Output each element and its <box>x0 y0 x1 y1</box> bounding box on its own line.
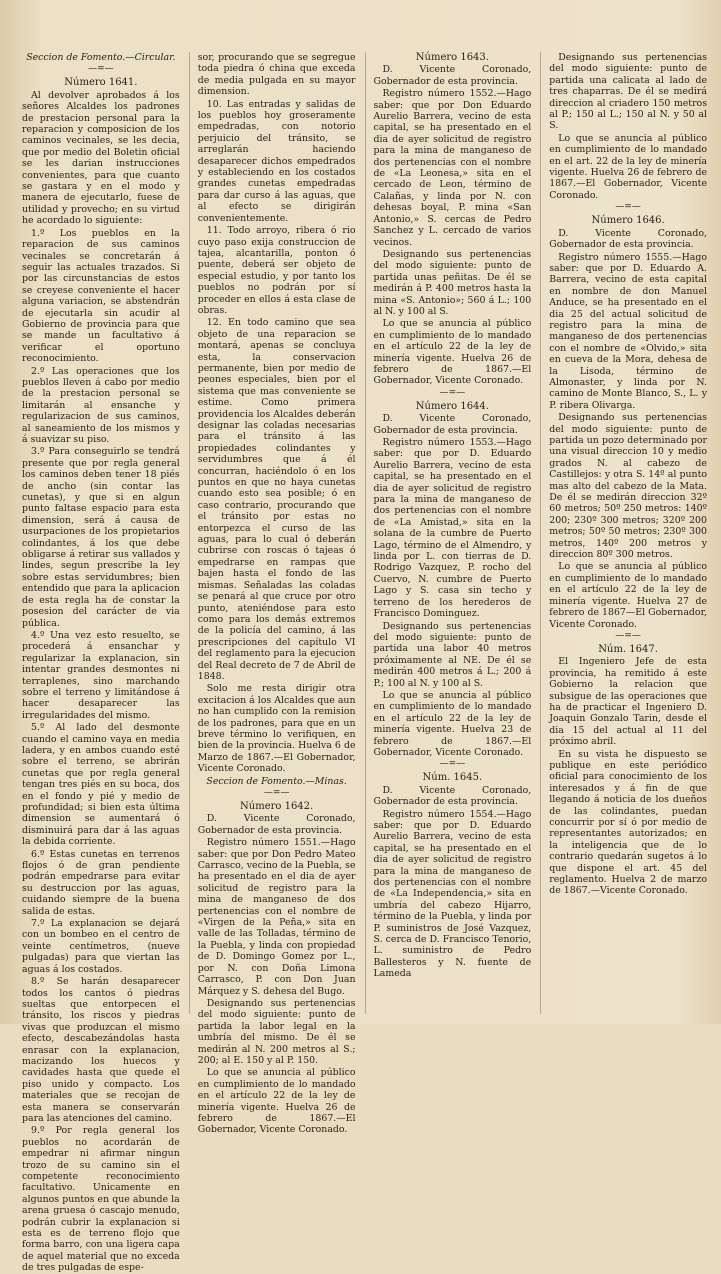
paragraph: Registro número 1554.—Hago saber: que por D. Eduardo Aurelio Barrera, vecino de esta capital, se ha presentado en el dia de ayer solicitud de registro para la mina de manganeso de dos pertenencias con el nombre de «La Independencia,» sita en umbría del cabezo Hijarro, término de la Puebla, y linda por P. suministros de José Vazquez, S. cerca de D. Francisco Tenorio, L. suministro de Pedro Ballesteros y N. fuente de Lameda <box>373 808 532 980</box>
paragraph: 8.º Se harán desaparecer todos los cantos ó piedras sueltas que entorpecen el tránsito, los riscos y piedras vivas que produzcan el mismo efecto, descabezándolas hasta enrasar con la explanacion, macizando los huecos y cavidades hasta que quede el piso unido y compacto. Los materiales que se recojan de esta manera se conservarán para las atenciones del camino. <box>22 976 180 1124</box>
paragraph: Registro número 1552.—Hago saber: que por Don Eduardo Aurelio Barrera, vecino de esta capital, se ha presentado en el dia de ayer solicitud de registro para la mina de manganeso de dos pertenencias con el nombre de «La Leonesa,» sita en el cercado de Leon, término de Calañas, y linda por N. con dehesas boyal, P. mina «San Antonio,» S. cercas de Pedro Sanchez y L. cercado de varios vecinos. <box>373 88 532 248</box>
paragraph: 7.º La explanacion se dejará con un bombeo en el centro de veinte centímetros, (nueve pulgadas) para que viertan las aguas á los costados. <box>22 918 180 975</box>
section-divider: —=— <box>439 387 466 398</box>
column-2 <box>189 52 356 1136</box>
paragraph: 9.º Por regla general los pueblos no acordarán de empedrar ni afirmar ningun trozo de su camino sin el competente reconocimiento facultativo. Unicamente en algunos puntos en que abunde la arena gruesa ó cascajo menudo, podrán cubrir la explanacion si esta es de terreno flojo que forma barro, con una ligera capa de aquel material que no exceda de tres pulgadas de espe- <box>22 1125 180 1274</box>
paragraph: Designando sus pertenencias del modo siguiente: punto de partida un pozo determinado por una visual direccion 10 y medio grados N. al cabezo de Castillejos: y otra S. 14º al punto mas alto del cabezo de la Mata. De él se medirán direccion 32º 60 metros; 50º 250 metros: 140º 200; 230º 300 metros; 320º 200 metros; 50º 50 metros; 230º 300 metros, 140º 200 metros y direccion 80º 300 metros. <box>549 412 707 561</box>
column-4 <box>540 52 707 1014</box>
text-columns <box>22 52 707 1274</box>
section-divider: —=— <box>439 759 466 770</box>
paragraph: 10. Las entradas y salidas de los pueblos hoy groseramente empedradas, con notorio perjuicio del tránsito, se arreglarán haciendo desaparecer dichos empedrados y estableciendo en los costados grandes cunetas empedradas para dar curso á las aguas, que al efecto se dirigirán convenientemente. <box>197 98 356 224</box>
section-divider: —=— <box>615 202 641 213</box>
paragraph: En su vista he dispuesto se publique en este periódico oficial para conocimiento de los interesados y á fin de que llegando á noticia de los dueños de las colindantes, puedan concurrir por sí ó por medio de representantes autorizados; en la inteligencia que de lo contrario quedarán sugetos á lo que dispone el art. 45 del reglamento. Huelva 2 de marzo de 1867.—Vicente Coronado. <box>549 748 707 897</box>
notice-number: Número 1646. <box>591 215 665 227</box>
notice-number: Número 1642. <box>240 801 314 812</box>
paragraph: sor, procurando que se segregue toda piedra ó china que exceda de media pulgada en su mayor dimension. <box>197 52 356 98</box>
paragraph: D. Vicente Coronado, Gobernador de esta provincia. <box>373 413 532 436</box>
section-divider: —=— <box>263 788 290 798</box>
notice-number: Número 1644. <box>415 400 489 412</box>
paragraph: D. Vicente Coronado, Gobernador de esta provincia. <box>197 813 356 836</box>
paragraph: Designando sus pertenencias del modo siguiente: punto de partida unas peñitas. De él se medirán á P. 400 metros hasta la mina «S. Antonio»; 560 á L.; 100 al N. y 100 al S. <box>373 248 532 317</box>
paragraph: 1.º Los pueblos en la reparacion de sus caminos vecinales se concretarán á seguir las actuales trazados. Si por las circunstancias de estos se creyese conveniente el hacer alguna variacion, se abstendrán de ejecutarla sin acudir al Gobierno de provincia para que se mande un facultativo á verificar el oportuno reconocimiento. <box>22 227 180 365</box>
paragraph: Designando sus pertenencias del modo siguiente: punto de partida una labor 40 metros próximamente al NE. De él se medirán 400 metros á L.; 200 á P.; 100 al N. y 100 al S. <box>373 620 532 689</box>
paragraph: Registro número 1551.—Hago saber: que por Don Pedro Mateo Carrasco, vecino de la Puebla, se ha presentado en el dia de ayer solicitud de registro para la mina de manganeso de dos pertenencias con el nombre de «Virgen de la Peña,» sita en valle de las Tolladas, término de la Puebla, y linda con propiedad de D. Domingo Gomez por L., por N. con Doña Limona Carrasco, P. con Don Juan Márquez y S. dehesa del Bugo. <box>197 837 356 997</box>
paragraph: Lo que se anuncia al público en cumplimiento de lo mandado en el artículo 22 de la ley de minería vigente. Huelva 26 de febrero de 1867.—El Gobernador, Vicente Coronado. <box>373 318 532 387</box>
paragraph: 3.º Para conseguirlo se tendrá presente que por regla general los caminos deben tener 18 piés de ancho (sin contar las cunetas), y que si en algun punto faltase espacio para esta dimension, será á causa de usurpaciones de los propietarios colindantes, á los que debe obligarse á retirar sus vallados y lindes, segun prescribe la ley sobre estas servidumbres; bien entendido que para la aplicacion de esta regla ha de constar la posesion del carácter de via pública. <box>22 446 180 629</box>
section-divider: —=— <box>615 630 641 641</box>
paragraph: D. Vicente Coronado, Gobernador de esta provincia. <box>373 784 532 808</box>
paragraph: Solo me resta dirigir otra excitacion á los Alcaldes que aun no han cumplido con la remision de los padrones, para que en un breve término lo verifiquen, en bien de la provincia. Huelva 6 de Marzo de 1867.—El Gobernador, Vicente Coronado. <box>197 683 356 775</box>
notice-number: Núm. 1645. <box>422 772 483 784</box>
paragraph: 12. En todo camino que sea objeto de una reparacion se montará, apenas se concluya esta, la conservacion permanente, bien por medio de peones especiales, bien por el sistema que mas conveniente se estime. Como primera providencia los Alcaldes deberán designar las coladas necesarias para el tránsito á las propiedades colindantes y servidumbres que á él concurran, haciéndolo ó en los puntos en que no haya cunetas cuando esto sea posible; ó en caso contrario, procurando que el tránsito por estas no entorpezca el curso de las aguas, para lo cual ó deberán cubrirse con roscas ó tajeas ó empedrarse en rampas que bajen hasta el fondo de las mismas. Señaladas las coladas se penará al que cruce por otro punto, ateniéndose para esto como para los demás extremos de la policía del camino, á las prescripciones del capítulo VI del reglamento para la ejecucion del Real decreto de 7 de Abril de 1848. <box>197 317 356 682</box>
paragraph: Lo que se anuncia al público en cumplimiento de lo mandado en el artículo 22 de la ley de minería vigente. Huelva 26 de febrero de 1867.—El Gobernador, Vicente Coronado. <box>197 1067 356 1136</box>
paragraph: Registro número 1555.—Hago saber: que por D. Eduardo A. Barrera, vecino de esta capital en nombre de don Manuel Anduce, se ha presentado en el dia 25 del actual solicitud de registro para la mina de manganeso de dos pertenencias con el nombre de «Olvido,» sita en cueva de la Mora, dehesa de la Lisoda, término de Almonaster, y linda por N. camino de Monte Blanco, S., L. y P. ribera Olivarga. <box>549 251 707 411</box>
notice-number: Número 1641. <box>64 77 138 89</box>
notice-number: Número 1643. <box>415 52 489 63</box>
paragraph: 6.º Estas cunetas en terrenos flojos ó de gran pendiente podrán empedrarse para evitar su destruccion por las aguas, cuidando siempre de la buena salida de estas. <box>22 848 180 917</box>
paragraph: Designando sus pertenencias del modo siguiente: punto de partida la labor legal en la umbría del mismo. De él se medirán al N. 200 metros al S.; 200; al E. 150 y al P. 150. <box>197 997 356 1066</box>
paragraph: Registro número 1553.—Hago saber: que por D. Eduardo Aurelio Barrera, vecino de esta capital, se ha presentado en el dia de ayer solicitud de registro para la mina de manganeso de dos pertenencias con el nombre de «La Amistad,» sita en la solana de la cumbre de Puerto Lago, término de el Almendro, y linda por L. con tierras de D. Rodrigo Vazquez, P. rocho del Cuervo, N. cumbre de Puerto Lago y S. casa sin techo y terreno de los herederos de Francisco Dominguez. <box>373 437 532 620</box>
paragraph: Lo que se anuncia al público en cumplimiento de lo mandado en el art. 22 de la ley de minería vigente. Huelva 26 de febrero de 1867.—El Gobernador, Vicente Coronado. <box>549 132 707 201</box>
paragraph: D. Vicente Coronado, Gobernador de esta provincia. <box>549 227 707 251</box>
column-1 <box>22 52 180 1274</box>
paragraph: El Ingeniero Jefe de esta provincia, ha remitido á este Gobierno la relacion que subsigue de las operaciones que ha de practicar el Ingeniero D. Joaquin Gonzalo Tarin, desde el dia 15 del actual al 11 del próximo abril. <box>549 656 707 748</box>
paragraph: 4.º Una vez esto resuelto, se procederá á ensanchar y regularizar la explanacion, sin intentar grandes desmontes ni terraplenes, sino marchando sobre el terreno y limitándose á hacer desaparecer las irregularidades del mismo. <box>22 629 180 721</box>
paragraph: Designando sus pertenencias del modo siguiente: punto de partida una calicata al lado de tres chaparras. De él se medirá direccion al criadero 150 metros al P.; 150 al L.; 150 al N. y 50 al S. <box>549 52 707 132</box>
paragraph: 2.º Las operaciones que los pueblos lleven á cabo por medio de la prestacion personal se limitarán al ensanche y regularizacion de sus caminos, al saneamiento de los mismos y á suavizar su piso. <box>22 365 180 445</box>
paragraph: D. Vicente Coronado, Gobernador de esta provincia. <box>373 64 532 87</box>
paragraph: 5.º Al lado del desmonte cuando el camino vaya en media ladera, y en ambos cuando esté sobre el terreno, se abrirán cunetas que por regla general tengan tres piés en su boca, dos en el fondo y pié y medio de profundidad; si bien esta última dimension se aumentará ó disminuirá para dar á las aguas la debida corriente. <box>22 722 180 848</box>
column-3 <box>365 52 532 1014</box>
paragraph: 11. Todo arroyo, ribera ó rio cuyo paso exija construccion de tajea, alcantarilla, ponton ó puente, deberá ser objeto de especial estudio, y por tanto los pueblos no podrán por sí proceder en ellos á esta clase de obras. <box>197 225 356 316</box>
section-heading: Seccion de Fomento.—Minas. <box>206 775 347 787</box>
section-heading: Seccion de Fomento.—Circular. <box>26 52 176 63</box>
paragraph: Al devolver aprobados á los señores Alcaldes los padrones de prestacion personal para la reparacion y composicion de los caminos vecinales, se les decia, que por medio del Boletin oficial se les darian instrucciones convenientes, para que cuanto se gastara y en el modo y manera de ejecutarlo, fuese de utilidad y provecho; en su virtud he acordado lo siguiente: <box>22 89 180 227</box>
section-divider: —=— <box>88 64 114 75</box>
paragraph: Lo que se anuncia al público en cumplimiento de lo mandado en el artículo 22 de la ley de minería vigente. Huelva 23 de febrero de 1867.—El Gobernador, Vicente Coronado. <box>373 689 532 758</box>
notice-number: Núm. 1647. <box>598 643 658 655</box>
paragraph: Lo que se anuncia al público en cumplimiento de lo mandado en el artículo 22 de la ley de minería vigente. Huelva 27 de febrero de 1867—El Gobernador, Vicente Coronado. <box>549 561 707 630</box>
